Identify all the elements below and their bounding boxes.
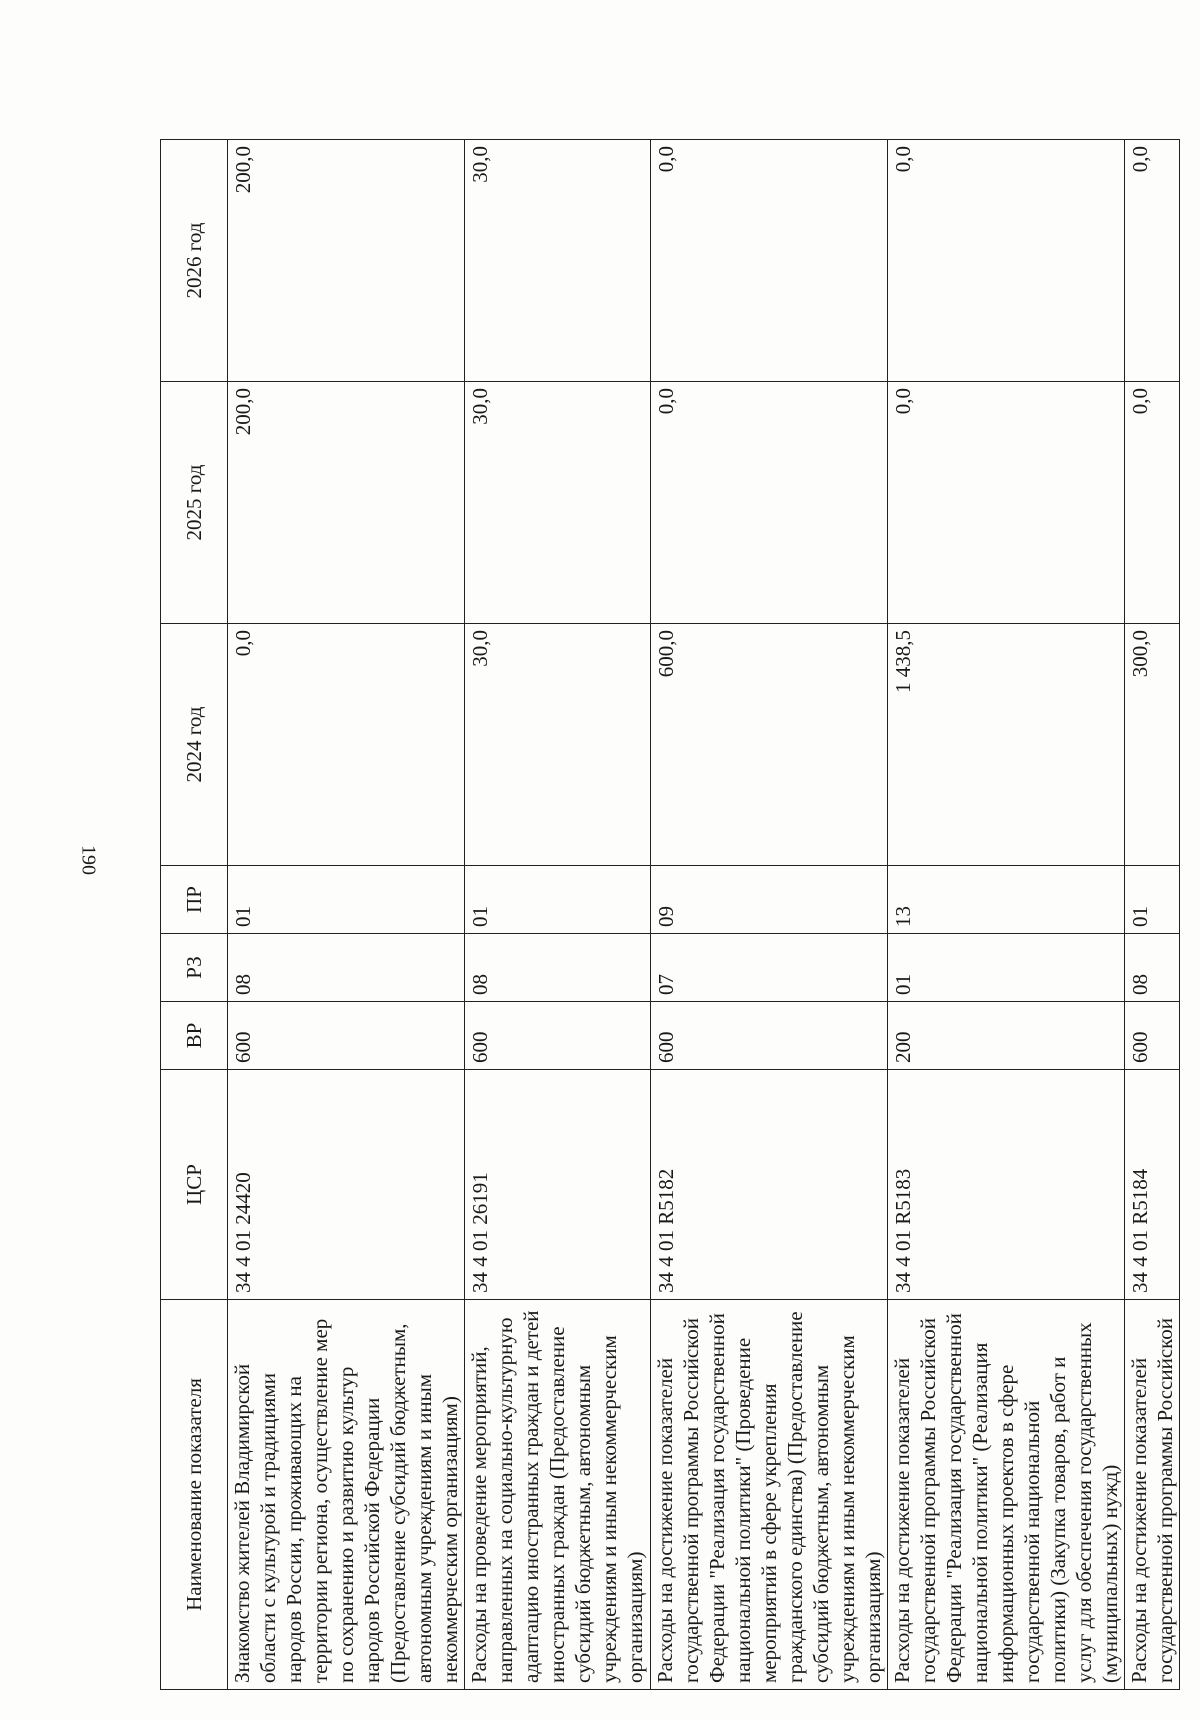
header-2026: 2026 год xyxy=(161,140,228,382)
cell-pr: 09 xyxy=(650,866,887,934)
page-number: 190 xyxy=(77,845,100,875)
cell-name: Знакомство жителей Владимирской области с культурой и традициями народов России, проживающих на территории региона, осуществление мер по сохранению и развитию культур народов Российской Федерации (Предоставление субсидий бюджетным, автономным учреждениям и иным некоммерческим организациям) xyxy=(228,1300,465,1690)
cell-2024: 300,0 xyxy=(1125,624,1180,866)
cell-2026: 200,0 xyxy=(228,140,465,382)
table-row xyxy=(1125,140,1180,1690)
cell-vr: 200 xyxy=(887,1002,1124,1070)
cell-vr: 600 xyxy=(228,1002,465,1070)
cell-name: Расходы на достижение показателей государственной программы Российской Федерации "Реализация государственной национальной политики" (Проведение мероприятий в сфере укрепления гражданского единства) (Предоставление субсидий бюджетным, автономным учреждениям и иным некоммерческим организациям) xyxy=(650,1300,887,1690)
cell-2024: 600,0 xyxy=(650,624,887,866)
header-pr: ПР xyxy=(161,866,228,934)
cell-vr: 600 xyxy=(650,1002,887,1070)
header-csr: ЦСР xyxy=(161,1070,228,1300)
cell-csr: 34 4 01 R5184 xyxy=(1125,1070,1180,1300)
cell-rz: 01 xyxy=(887,934,1124,1002)
table-row xyxy=(465,140,650,1690)
cell-pr: 13 xyxy=(887,866,1124,934)
header-name: Наименование показателя xyxy=(161,1300,228,1690)
cell-2026: 0,0 xyxy=(887,140,1124,382)
cell-2025: 30,0 xyxy=(465,382,650,624)
budget-table xyxy=(160,139,1180,1690)
cell-2024: 0,0 xyxy=(228,624,465,866)
cell-csr: 34 4 01 R5182 xyxy=(650,1070,887,1300)
cell-name: Расходы на достижение показателей государственной программы Российской Федерации "Реализация государственной национальной политики" (Реализация информационных проектов в сфере государственной национальной политики) (Закупка товаров, работ и услуг для обеспечения государственных (муниципальных) нужд) xyxy=(887,1300,1124,1690)
table-row xyxy=(650,140,887,1690)
rotated-table-container xyxy=(160,140,1178,1690)
cell-2025: 0,0 xyxy=(650,382,887,624)
header-2024: 2024 год xyxy=(161,624,228,866)
cell-name: Расходы на достижение показателей государственной программы Российской xyxy=(1125,1300,1180,1690)
cell-rz: 08 xyxy=(1125,934,1180,1002)
cell-2024: 1 438,5 xyxy=(887,624,1124,866)
cell-vr: 600 xyxy=(1125,1002,1180,1070)
cell-csr: 34 4 01 26191 xyxy=(465,1070,650,1300)
cell-rz: 08 xyxy=(228,934,465,1002)
cell-2025: 0,0 xyxy=(887,382,1124,624)
cell-pr: 01 xyxy=(228,866,465,934)
cell-2026: 30,0 xyxy=(465,140,650,382)
header-vr: ВР xyxy=(161,1002,228,1070)
cell-2025: 200,0 xyxy=(228,382,465,624)
cell-csr: 34 4 01 24420 xyxy=(228,1070,465,1300)
cell-2024: 30,0 xyxy=(465,624,650,866)
header-rz: РЗ xyxy=(161,934,228,1002)
cell-2025: 0,0 xyxy=(1125,382,1180,624)
table-row xyxy=(228,140,465,1690)
cell-2026: 0,0 xyxy=(650,140,887,382)
cell-vr: 600 xyxy=(465,1002,650,1070)
cell-2026: 0,0 xyxy=(1125,140,1180,382)
cell-rz: 07 xyxy=(650,934,887,1002)
cell-pr: 01 xyxy=(1125,866,1180,934)
table-row xyxy=(887,140,1124,1690)
cell-rz: 08 xyxy=(465,934,650,1002)
cell-csr: 34 4 01 R5183 xyxy=(887,1070,1124,1300)
table-header-row xyxy=(161,140,228,1690)
cell-pr: 01 xyxy=(465,866,650,934)
cell-name: Расходы на проведение мероприятий, направленных на социально-культурную адаптацию иностранных граждан и детей иностранных граждан (Предоставление субсидий бюджетным, автономным учреждениям и иным некоммерческим организациям) xyxy=(465,1300,650,1690)
header-2025: 2025 год xyxy=(161,382,228,624)
